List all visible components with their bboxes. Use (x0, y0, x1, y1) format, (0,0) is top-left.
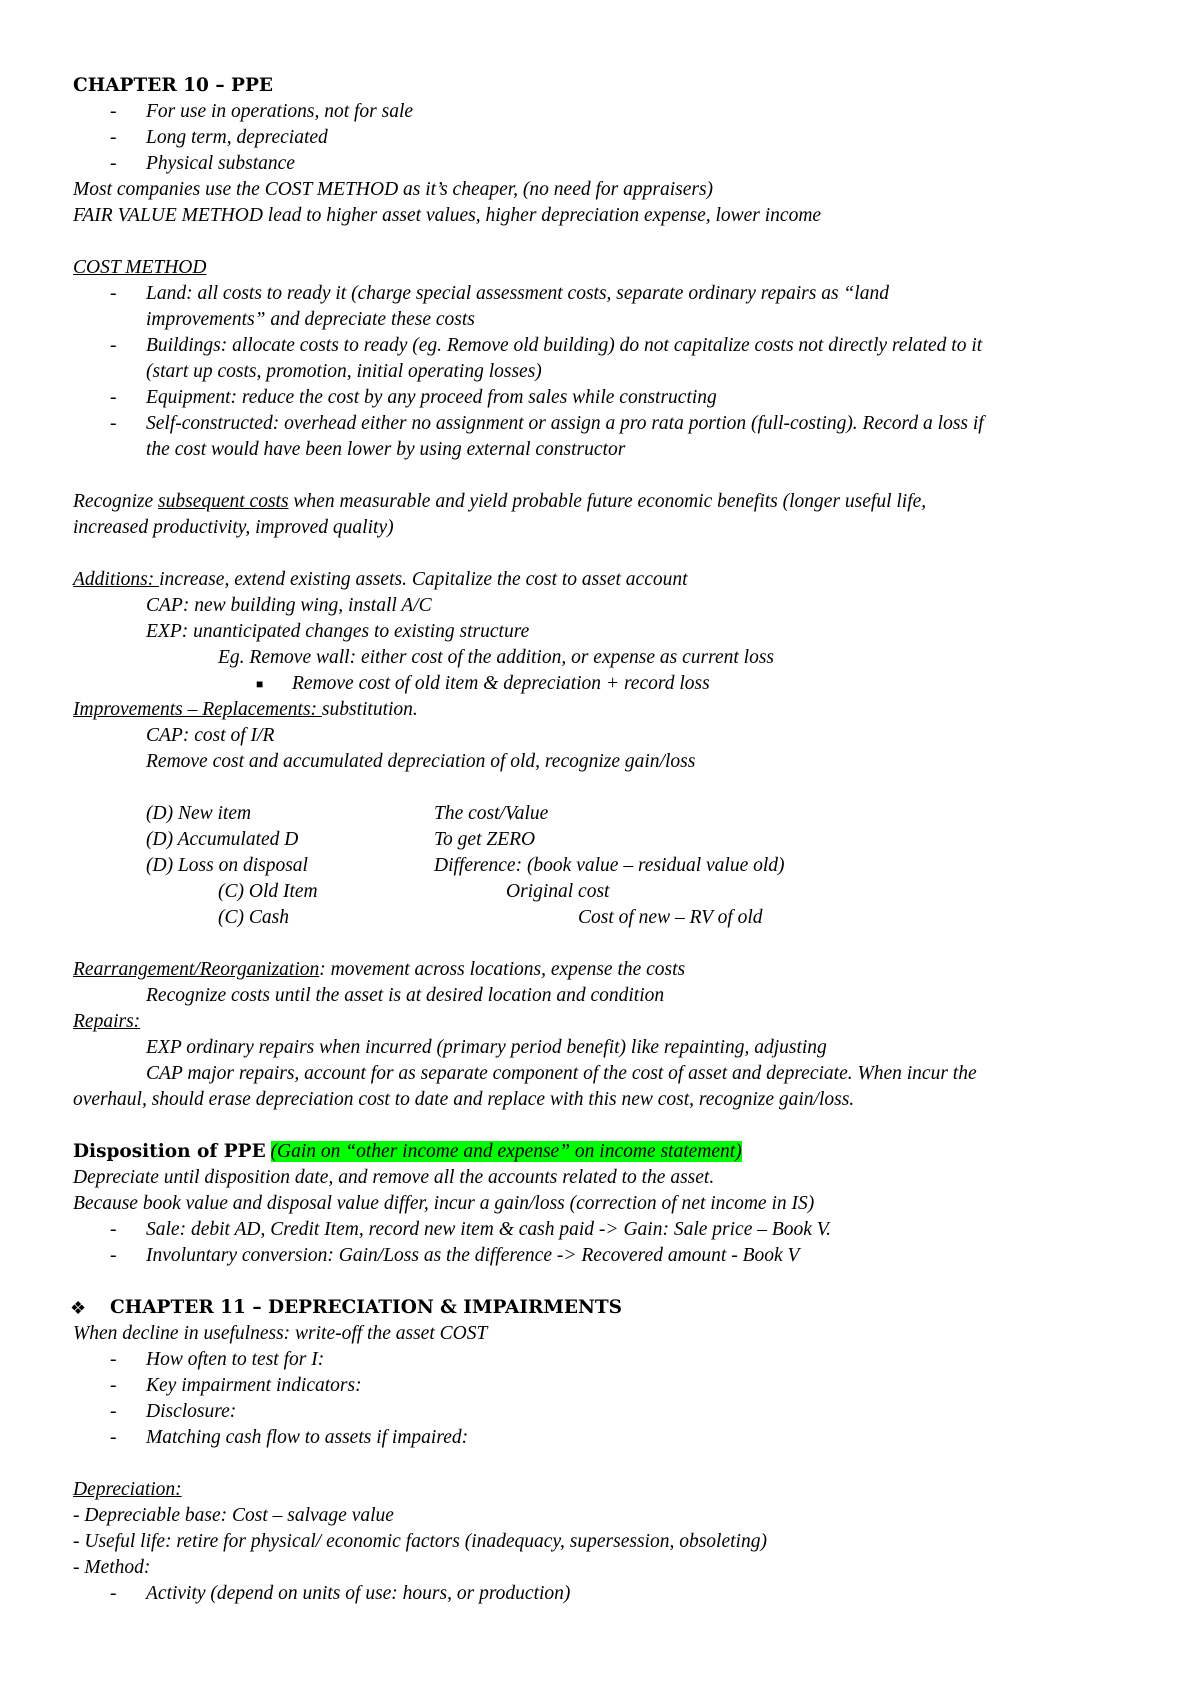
list-item: Sale: debit AD, Credit Item, record new item & cash paid -> Gain: Sale price – Book V. (146, 1219, 832, 1240)
list-item: Land: all costs to ready it (charge special assessment costs, separate ordinary repairs as “land (146, 283, 889, 304)
improvements-line: Improvements – Replacements: substitution. (73, 699, 418, 720)
bullet-dash: - (110, 1427, 117, 1448)
journal-left: (C) Old Item (218, 881, 318, 902)
journal-right: Original cost (506, 881, 610, 902)
list-item: Buildings: allocate costs to ready (eg. Remove old building) do not capitalize costs not directly related to it (146, 335, 983, 356)
list-item: How often to test for I: (146, 1349, 325, 1370)
chapter-10-title: CHAPTER 10 – PPE (73, 75, 273, 96)
text-line: EXP: unanticipated changes to existing structure (146, 621, 530, 642)
subsequent-costs-line: Recognize subsequent costs when measurable and yield probable future economic benefits (longer useful life, (73, 491, 927, 512)
text-line: Recognize costs until the asset is at desired location and condition (146, 985, 665, 1006)
text-line: Because book value and disposal value differ, incur a gain/loss (correction of net income in IS) (73, 1193, 815, 1214)
disposition-heading (73, 1140, 742, 1164)
text-line: CAP: new building wing, install A/C (146, 595, 432, 616)
text-line: EXP ordinary repairs when incurred (primary period benefit) like repainting, adjusting (146, 1037, 827, 1058)
cost-method-heading: COST METHOD (73, 257, 207, 278)
journal-left: (D) Loss on disposal (146, 855, 308, 876)
text-line: CAP: cost of I/R (146, 725, 275, 746)
text-line: increased productivity, improved quality) (73, 517, 394, 538)
text-line: Depreciate until disposition date, and remove all the accounts related to the asset. (73, 1167, 715, 1188)
journal-right: To get ZERO (434, 829, 536, 850)
text-line: - Depreciable base: Cost – salvage value (73, 1505, 394, 1526)
journal-right: The cost/Value (434, 803, 549, 824)
additions-label: Additions: (73, 569, 160, 590)
list-item: Self-constructed: overhead either no assignment or assign a pro rata portion (full-costing). Record a loss if (146, 413, 984, 434)
text-line: When decline in usefulness: write-off the asset COST (73, 1323, 488, 1344)
subsequent-costs-term: subsequent costs (158, 491, 289, 512)
bullet-dash: - (110, 127, 117, 148)
bullet-dash: - (110, 387, 117, 408)
bullet-dash: - (110, 413, 117, 434)
journal-right: Cost of new – RV of old (578, 907, 763, 928)
list-item: Remove cost of old item & depreciation + record loss (292, 673, 710, 694)
list-item-continuation: (start up costs, promotion, initial operating losses) (146, 361, 542, 382)
additions-line: Additions: increase, extend existing assets. Capitalize the cost to asset account (73, 569, 688, 590)
journal-left: (C) Cash (218, 907, 289, 928)
text-line: FAIR VALUE METHOD lead to higher asset values, higher depreciation expense, lower income (73, 205, 822, 226)
list-item-continuation: improvements” and depreciate these costs (146, 309, 475, 330)
rearrangement-line: Rearrangement/Reorganization: movement across locations, expense the costs (73, 959, 686, 980)
list-item: Activity (depend on units of use: hours, or production) (146, 1583, 571, 1604)
bullet-dash: - (110, 1349, 117, 1370)
list-item-continuation: the cost would have been lower by using external constructor (146, 439, 626, 460)
bullet-dash: - (110, 1245, 117, 1266)
list-item: Key impairment indicators: (146, 1375, 362, 1396)
highlighted-note: (Gain on “other income and expense” on income statement) (270, 1141, 742, 1162)
depreciation-heading: Depreciation: (73, 1479, 182, 1500)
bullet-dash: - (110, 283, 117, 304)
list-item: Matching cash flow to assets if impaired: (146, 1427, 469, 1448)
list-item: Equipment: reduce the cost by any proceed from sales while constructing (146, 387, 717, 408)
list-item: Long term, depreciated (146, 127, 328, 148)
text-line: Eg. Remove wall: either cost of the addition, or expense as current loss (218, 647, 775, 668)
bullet-dash: - (110, 1583, 117, 1604)
journal-left: (D) New item (146, 803, 252, 824)
improvements-label: Improvements – Replacements: (73, 699, 322, 720)
diamond-bullet-icon: ❖ (70, 1298, 87, 1318)
bullet-dash: - (110, 335, 117, 356)
square-bullet-icon: ■ (256, 677, 264, 691)
list-item: For use in operations, not for sale (146, 101, 414, 122)
text-line: - Useful life: retire for physical/ economic factors (inadequacy, supersession, obsoleting) (73, 1531, 767, 1552)
list-item: Physical substance (146, 153, 295, 174)
bullet-dash: - (110, 1401, 117, 1422)
list-item: Disclosure: (146, 1401, 237, 1422)
repairs-label: Repairs: (73, 1011, 141, 1032)
text-line: Remove cost and accumulated depreciation of old, recognize gain/loss (146, 751, 696, 772)
bullet-dash: - (110, 153, 117, 174)
journal-right: Difference: (book value – residual value old) (434, 855, 785, 876)
disposition-title: Disposition of PPE (73, 1141, 266, 1162)
bullet-dash: - (110, 101, 117, 122)
list-item: Involuntary conversion: Gain/Loss as the difference -> Recovered amount - Book V (146, 1245, 800, 1266)
journal-left: (D) Accumulated D (146, 829, 299, 850)
text-line: Most companies use the COST METHOD as it’s cheaper, (no need for appraisers) (73, 179, 714, 200)
chapter-11-title: CHAPTER 11 – DEPRECIATION & IMPAIRMENTS (110, 1297, 623, 1318)
rearrangement-label: Rearrangement/Reorganization (73, 959, 320, 980)
bullet-dash: - (110, 1219, 117, 1240)
text-line: overhaul, should erase depreciation cost to date and replace with this new cost, recognize gain/loss. (73, 1089, 855, 1110)
text-line: - Method: (73, 1557, 151, 1578)
text-line: CAP major repairs, account for as separate component of the cost of asset and depreciate. When incur the (146, 1063, 977, 1084)
bullet-dash: - (110, 1375, 117, 1396)
